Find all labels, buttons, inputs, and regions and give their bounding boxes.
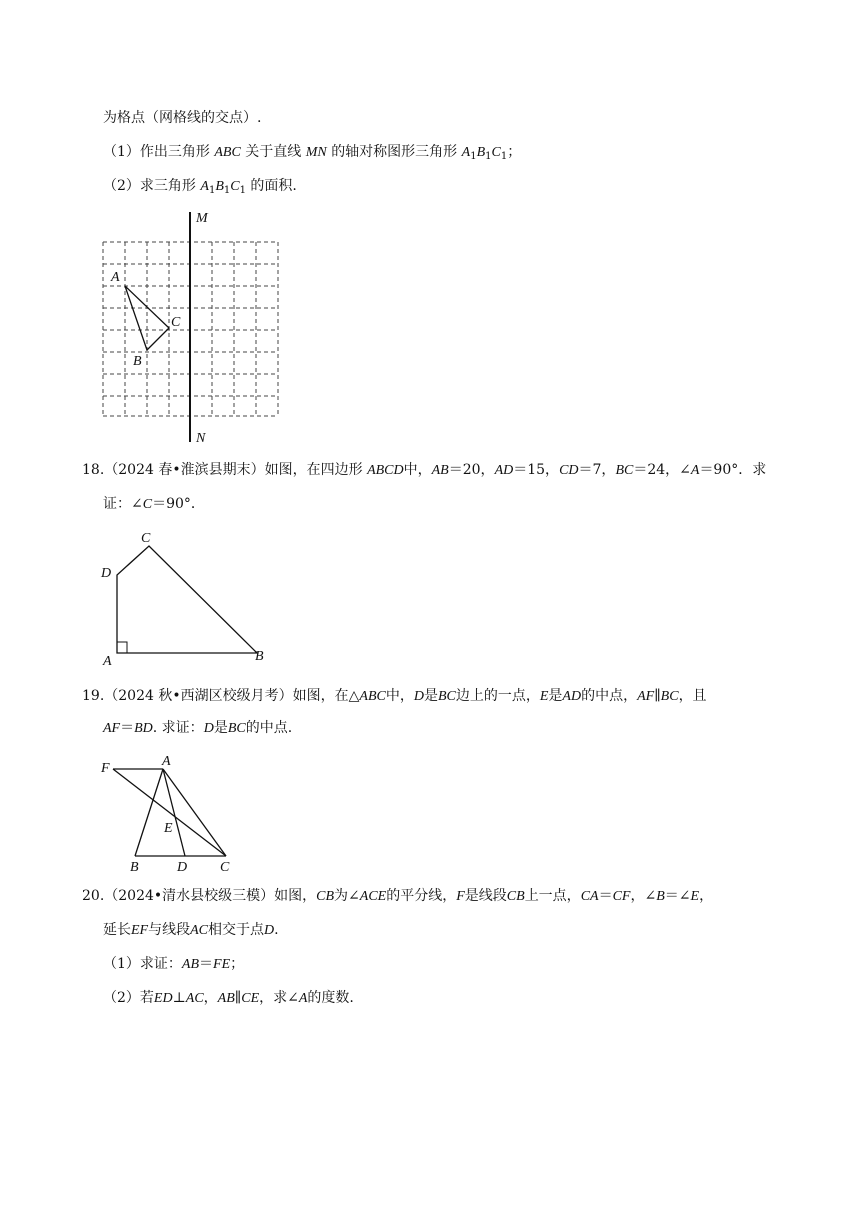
q18-line1: 18.（2024 春•淮滨县期末）如图，在四边形 ABCD中，AB＝20，AD＝15，CD＝7，BC＝24，∠A＝90°．求 — [82, 462, 767, 478]
q20-line2: 延长EF与线段AC相交于点D. — [103, 922, 279, 938]
label-a: A — [162, 754, 171, 769]
q18-line2: 证：∠C＝90°． — [103, 496, 205, 512]
label-c: C — [220, 860, 230, 875]
q19-line2: AF＝BD. 求证：D是BC的中点. — [103, 720, 293, 736]
q20-part1: （1）求证：AB＝FE； — [103, 956, 245, 972]
label-a: A — [111, 270, 120, 285]
label-a: A — [103, 654, 112, 669]
q17-part2: （2）求三角形 $A_1B_1C_1$ 的面积. — [103, 178, 297, 196]
label-c: C — [171, 315, 181, 330]
label-b: B — [130, 860, 139, 875]
label-d: D — [101, 566, 112, 581]
q17-intro-line: 为格点（网格线的交点）. — [103, 110, 262, 126]
label-b: B — [255, 649, 264, 664]
label-n: N — [196, 431, 206, 446]
label-e: E — [164, 821, 173, 836]
q17-part1: （1）作出三角形 ABC 关于直线 MN 的轴对称图形三角形 $A_1B_1C_1$； — [103, 144, 522, 162]
q20-line1: 20.（2024•清水县校级三模）如图，CB为∠ACE的平分线，F是线段CB上一点，CA＝CF，∠B＝∠E， — [82, 888, 714, 904]
segment-ac — [163, 769, 226, 856]
segment-ad — [163, 769, 185, 856]
label-b: B — [133, 354, 142, 369]
q19-line1: 19.（2024 秋•西湖区校级月考）如图，在△ABC中，D是BC边上的一点，E是AD的中点，AF∥BC，且 — [82, 688, 707, 704]
label-d: D — [177, 860, 188, 875]
label-f: F — [101, 761, 110, 776]
segment-fc — [113, 769, 226, 856]
label-c: C — [141, 531, 151, 546]
q20-part2: （2）若ED⊥AC，AB∥CE，求∠A的度数. — [103, 990, 354, 1006]
segment-ab — [135, 769, 163, 856]
label-m: M — [196, 211, 208, 226]
